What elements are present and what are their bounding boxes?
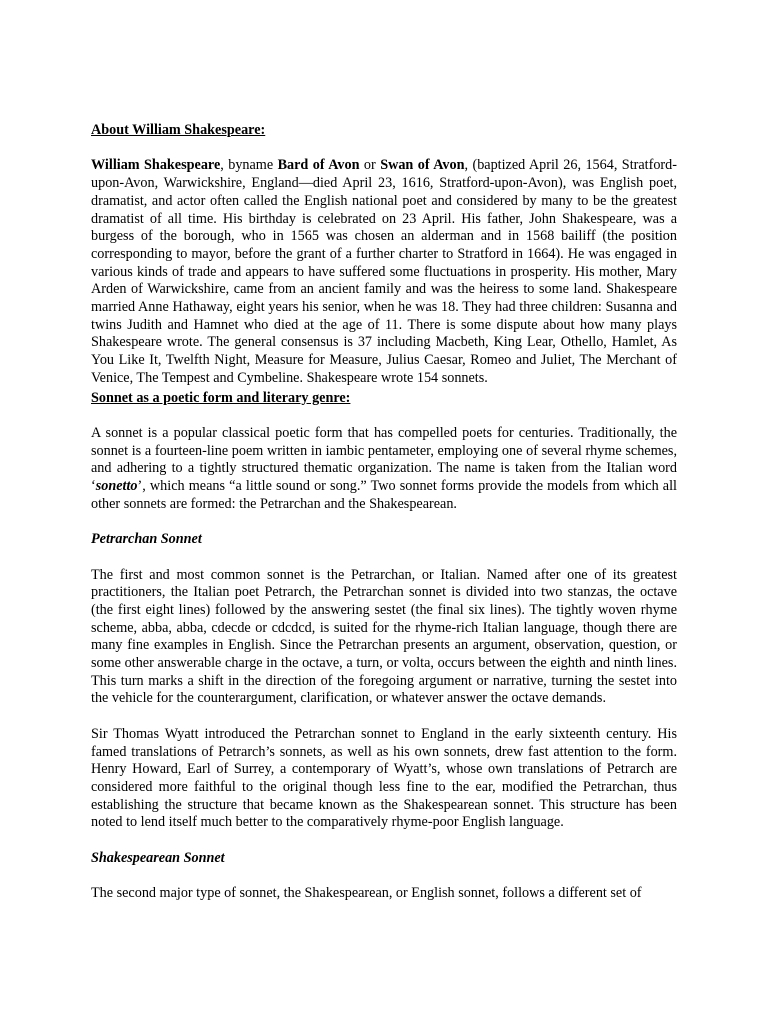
shakespearean-heading: Shakespearean Sonnet [91,849,225,866]
about-heading: About William Shakespeare: [91,122,266,138]
sonetto-word: sonetto [95,478,138,495]
sonnet-form-heading: Sonnet as a poetic form and literary genre: [91,389,351,406]
sonnet-form-text-2: ’, which means “a little sound or song.” Two sonnet forms provide the models from which all other sonnets are formed: the Petrarchan and the Shakespearean. [91,478,677,512]
sonnet-form-paragraph [91,425,677,514]
about-text-1: , byname [220,157,278,174]
shakespearean-paragraph-1: The second major type of sonnet, the Shakespearean, or English sonnet, follows a different set of [91,885,642,902]
petrarchan-paragraph-1: The first and most common sonnet is the Petrarchan, or Italian. Named after one of its greatest practitioners, the Italian poet Petrarch, the Petrarchan sonnet is divided into two stanzas, the octave (the first eight lines) followed by the answering sestet (the final six lines). The tightly woven rhyme scheme, abba, abba, cdecde or cdcdcd, is suited for the rhyme-rich Italian language, though there are many fine examples in English. Since the Petrarchan presents an argument, observation, question, or some other answerable charge in the octave, a turn, or volta, occurs between the eighth and ninth lines. This turn marks a shift in the direction of the foregoing argument or narrative, turning the sestet into the vehicle for the counterargument, clarification, or whatever answer the octave demands. [91,566,677,707]
petrarchan-heading: Petrarchan Sonnet [91,531,202,548]
bard-of-avon: Bard of Avon [277,157,360,174]
about-text-2: or [359,157,381,174]
petrarchan-paragraph-2: Sir Thomas Wyatt introduced the Petrarchan sonnet to England in the early sixteenth century. His famed translations of Petrarch’s sonnets, as well as his own sonnets, drew fast attention to the form. Henry Howard, Earl of Surrey, a contemporary of Wyatt’s, whose own translations of Petrarch are considered more faithful to the original though less fine to the ear, modified the Petrarchan, thus establishing the structure that became known as the Shakespearean sonnet. This structure has been noted to lend itself much better to the comparatively rhyme-poor English language. [91,725,677,831]
about-text-3: , (baptized April 26, 1564, Stratford-upon-Avon, Warwickshire, England—died April 23, 1616, Stratford-upon-Avon), was English poet, dramatist, and actor often called the English national poet and considered by many to be the greatest dramatist of all time. His birthday is celebrated on 23 April. His father, John Shakespeare, was a burgess of the borough, who in 1565 was chosen an alderman and in 1568 bailiff (the position corresponding to mayor, before the grant of a further charter to Stratford in 1664). He was engaged in various kinds of trade and appears to have suffered some fluctuations in prosperity. His mother, Mary Arden of Warwickshire, came from an ancient family and was the heiress to some land. Shakespeare married Anne Hathaway, eight years his senior, when he was 18. They had three children: Susanna and twins Judith and Hamnet who died at the age of 11. There is some dispute about how many plays Shakespeare wrote. The general consensus is 37 including Macbeth, King Lear, Othello, Hamlet, As You Like It, Twelfth Night, Measure for Measure, Julius Caesar, Romeo and Juliet, The Merchant of Venice, The Tempest and Cymbeline. Shakespeare wrote 154 sonnets. [91,157,677,386]
shakespeare-name: William Shakespeare [91,157,221,174]
document-page [91,122,677,903]
about-paragraph [91,157,677,387]
swan-of-avon: Swan of Avon [380,157,465,174]
sonnet-form-text-1: A sonnet is a popular classical poetic form that has compelled poets for centuries. Traditionally, the sonnet is a fourteen-line poem written in iambic pentameter, employing one of several rhyme schemes, and adhering to a tightly structured thematic organization. The name is taken from the Italian word ‘ [91,424,677,495]
